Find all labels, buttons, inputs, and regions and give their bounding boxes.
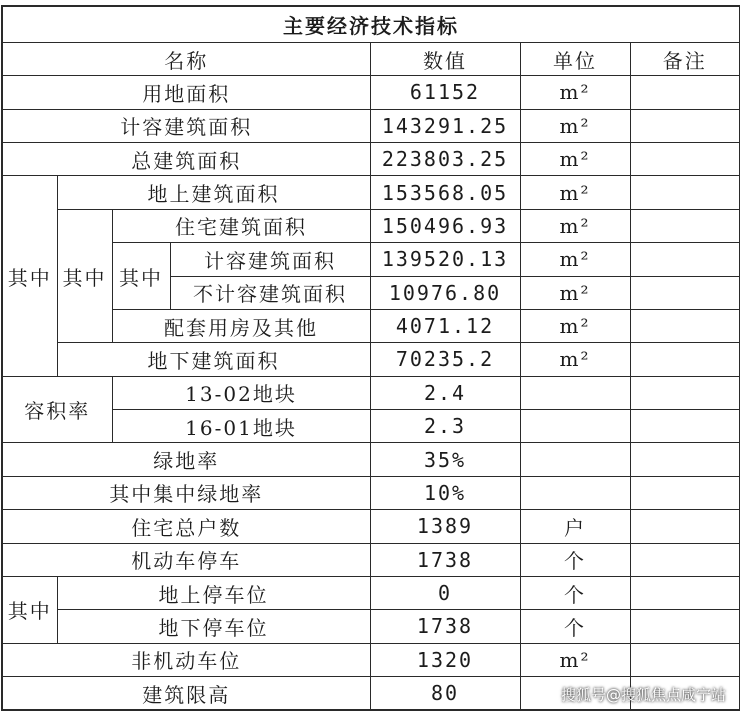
row-value: 2.3 [370,410,520,443]
group-label-qizhong: 其中 [2,576,57,643]
row-note [630,76,740,109]
table-row [2,410,740,443]
row-label: 计容建筑面积 [2,109,370,142]
row-unit [520,476,630,509]
row-value: 150496.93 [370,209,520,242]
row-value: 10976.80 [370,276,520,309]
row-unit [520,410,630,443]
table-row [2,243,740,276]
row-label: 其中集中绿地率 [2,476,370,509]
row-unit: m² [520,109,630,142]
table-title-row [2,6,740,42]
table-row [2,176,740,209]
row-label: 总建筑面积 [2,143,370,176]
table-row [2,476,740,509]
table-row [2,143,740,176]
table-row [2,109,740,142]
header-value: 数值 [370,42,520,75]
row-value: 153568.05 [370,176,520,209]
table-row [2,376,740,409]
row-label: 非机动车位 [2,643,370,676]
row-note [630,143,740,176]
row-unit: m² [520,176,630,209]
table-row [2,343,740,376]
table-row [2,543,740,576]
row-unit: 个 [520,576,630,609]
row-label: 配套用房及其他 [112,309,370,342]
row-label: 地上停车位 [57,576,370,609]
row-label: 用地面积 [2,76,370,109]
row-note [630,109,740,142]
row-value: 1389 [370,510,520,543]
row-note [630,276,740,309]
row-label: 机动车停车 [2,543,370,576]
table-row [2,76,740,109]
row-label: 不计容建筑面积 [170,276,370,309]
table-row [2,209,740,242]
table-row [2,576,740,609]
row-value: 1738 [370,543,520,576]
row-note [630,243,740,276]
row-unit: m² [520,343,630,376]
row-label: 建筑限高 [2,677,370,710]
indicator-table [1,5,740,711]
row-value: 1320 [370,643,520,676]
table-title: 主要经济技术指标 [2,6,740,42]
group-label-qizhong: 其中 [112,243,170,310]
row-label: 住宅建筑面积 [112,209,370,242]
row-value: 80 [370,677,520,710]
row-value: 1738 [370,610,520,643]
row-unit: m² [520,309,630,342]
table-row [2,610,740,643]
row-note [630,543,740,576]
row-value: 2.4 [370,376,520,409]
header-name: 名称 [2,42,370,75]
row-note [630,209,740,242]
row-note [630,376,740,409]
row-unit: m² [520,276,630,309]
table-row [2,643,740,676]
row-unit: m² [520,76,630,109]
row-value: 143291.25 [370,109,520,142]
row-note [630,443,740,476]
row-note [630,410,740,443]
row-unit [520,443,630,476]
row-unit: 个 [520,610,630,643]
table-row [2,443,740,476]
row-value: 61152 [370,76,520,109]
row-note [630,576,740,609]
row-value: 0 [370,576,520,609]
row-label: 地下停车位 [57,610,370,643]
row-label: 绿地率 [2,443,370,476]
row-label: 地上建筑面积 [57,176,370,209]
group-label-far: 容积率 [2,376,112,443]
row-note [630,510,740,543]
row-note [630,309,740,342]
row-value: 10% [370,476,520,509]
header-row [2,42,740,75]
row-value: 223803.25 [370,143,520,176]
row-unit: 个 [520,543,630,576]
row-note [630,643,740,676]
row-value: 4071.12 [370,309,520,342]
table-row [2,309,740,342]
row-value: 139520.13 [370,243,520,276]
row-unit: m² [520,209,630,242]
row-unit: 户 [520,510,630,543]
row-unit [520,376,630,409]
row-unit: m² [520,643,630,676]
watermark: 搜狐号@搜狐焦点咸宁站 [560,686,726,704]
row-value: 70235.2 [370,343,520,376]
group-label-qizhong: 其中 [57,209,112,343]
row-label: 地下建筑面积 [57,343,370,376]
row-note [630,176,740,209]
table-row [2,510,740,543]
row-label: 13-02地块 [112,376,370,409]
row-note [630,476,740,509]
row-unit: m² [520,243,630,276]
row-label: 计容建筑面积 [170,243,370,276]
header-note: 备注 [630,42,740,75]
group-label-qizhong: 其中 [2,176,57,376]
row-unit: m² [520,143,630,176]
row-note [630,343,740,376]
row-label: 住宅总户数 [2,510,370,543]
header-unit: 单位 [520,42,630,75]
row-value: 35% [370,443,520,476]
row-label: 16-01地块 [112,410,370,443]
row-note [630,610,740,643]
